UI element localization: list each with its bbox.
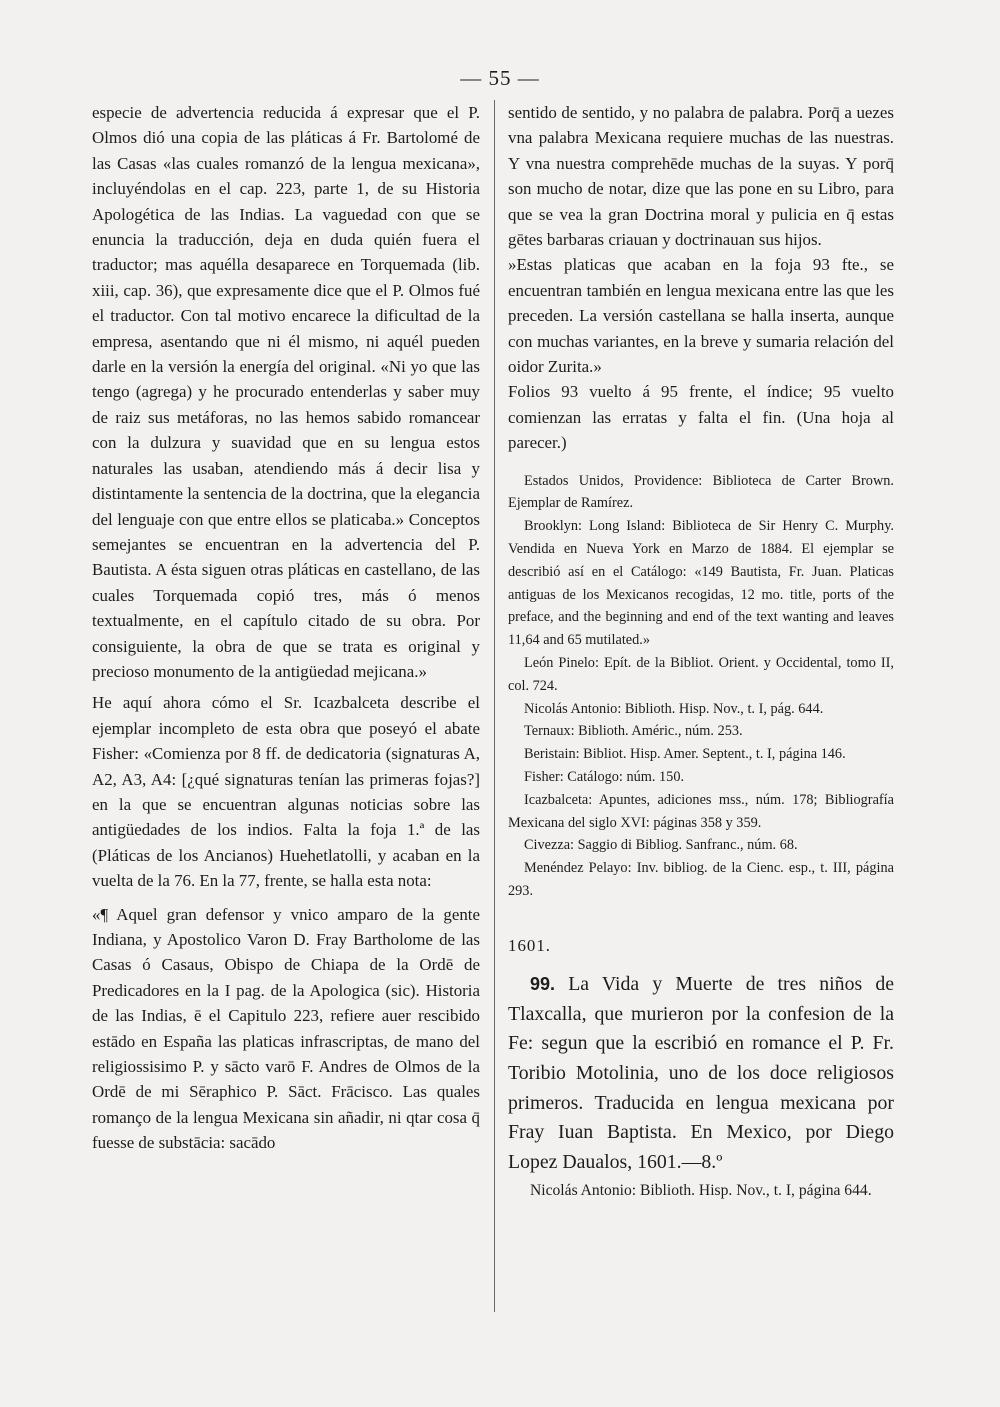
paragraph: especie de advertencia reducida á expresar que el P. Olmos dió una copia de las pláticas á Fr. Bartolomé de las Casas «las cuales romanzó de la lengua mexicana», incluyéndolas en el cap. 223, parte 1, de su Historia Apologética de las Indias. La vaguedad con que se enuncia la traducción, deja en duda quién fuera el traductor; mas aquélla desaparece en Torquemada (lib. xiii, cap. 36), que expresamente dice que el P. Olmos fué el traductor. Con tal motivo encarece la dificultad de la empresa, asentando que ni él mismo, ni aquél pueden darle en la versión la energía del original. «Ni yo que las tengo (agrega) y he procurado entenderlas y saber muy de raiz sus metáforas, no las hemos sabido romancear con la dulzura y suavidad que en su lengua estos naturales las usaban, atendiendo más á decir lisa y distintamente la sentencia de la doctrina, que la elegancia del lenguaje con que entre ellos se platicaba.» Conceptos semejantes se encuentran en la advertencia del P. Bautista. A ésta siguen otras pláticas en castellano, de las cuales Torquemada copió tres, más ó menos textualmente, en el capítulo citado de su obra. Por consiguiente, la obra de que se trata es original y precioso monumento de la antigüedad mejicana.»	[92, 103, 480, 681]
bibliography-entry: Beristain: Bibliot. Hisp. Amer. Septent., t. I, página 146.	[524, 746, 846, 763]
entry-note-text: Nicolás Antonio: Biblioth. Hisp. Nov., t. I, página 644.	[530, 1182, 872, 1200]
bibliography-list	[508, 470, 894, 903]
year-heading: 1601.	[508, 935, 552, 955]
quotation: «¶ Aquel gran defensor y vnico amparo de la gente Indiana, y Apostolico Varon D. Fray Bartholome de las Casas ó Casaus, Obispo de Chiapa de la Ordē de Predicadores en la I pag. de la Apologica (sic). Historia de las Indias, ē el Capitulo 223, refiere auer rescibido estādo en España las platicas infrascriptas, de mano del religiossisimo P. y sācto varō F. Andres de Olmos de la Ordē de mi Sēraphico P. Sāct. Frācisco. Las quales romanço de la lengua Mexicana sin añadir, ni qtar cosa q̄ fuesse de substācia: sacādo	[92, 904, 480, 1153]
left-column	[92, 100, 480, 1156]
column-divider	[494, 100, 495, 1312]
bibliography-entry: Ternaux: Biblioth. Améric., núm. 253.	[524, 723, 743, 740]
bibliography-entry: Icazbalceta: Apuntes, adiciones mss., núm. 178; Bibliografía Mexicana del siglo XVI: páginas 358 y 359.	[508, 791, 894, 831]
bibliography-entry: Nicolás Antonio: Biblioth. Hisp. Nov., t. I, pág. 644.	[524, 700, 824, 717]
paragraph: Folios 93 vuelto á 95 frente, el índice; 95 vuelto comienzan las erratas y falta el fin. (Una hoja al parecer.)	[508, 382, 894, 453]
bibliography-entry: Estados Unidos, Providence: Biblioteca de Carter Brown. Ejemplar de Ramírez.	[508, 472, 894, 512]
paragraph: »Estas platicas que acaban en la foja 93 fte., se encuentran también en lengua mexicana entre las que les preceden. La versión castellana se halla inserta, aunque con muchas variantes, en la breve y sumaria relación del oidor Zurita.»	[508, 255, 894, 377]
bibliography-entry: Fisher: Catálogo: núm. 150.	[524, 769, 685, 786]
entry-number: 99.	[530, 974, 556, 995]
entry-note	[508, 1179, 894, 1204]
page-number: — 55 —	[460, 66, 540, 90]
paragraph: He aquí ahora cómo el Sr. Icazbalceta describe el ejemplar incompleto de esta obra que poseyó el abate Fisher: «Comienza por 8 ff. de dedicatoria (signaturas A, A2, A3, A4: [¿qué signaturas tenían las primeras fojas?] en la que se encuentran algunas noticias sobre las antigüedades de los indios. Falta la foja 1.ª de las (Pláticas de los Ancianos) Huehetlatolli, y acaban en la vuelta de la 76. En la 77, frente, se halla esta nota:	[92, 693, 480, 891]
bibliography-entry: León Pinelo: Epít. de la Bibliot. Orient. y Occidental, tomo II, col. 724.	[508, 655, 894, 694]
catalog-entry	[508, 970, 894, 1177]
right-column	[508, 100, 894, 1204]
entry-title: La Vida y Muerte de tres niños de Tlaxcalla, que murieron por la confesion de la Fe: segun que la escribió en romance el P. Fr. Toribio Motolinia, uno de los doce religiosos primeros. Traducida en lengua mexicana por Fray Iuan Baptista. En Mexico, por Diego Lopez Daualos, 1601.—8.º	[508, 973, 894, 1173]
bibliography-entry: Brooklyn: Long Island: Biblioteca de Sir Henry C. Murphy. Vendida en Nueva York en Marzo de 1884. El ejemplar se describió así en el Catálogo: «149 Bautista, Fr. Juan. Platicas antiguas de los Mexicanos recogidas, 12 mo. title, ports of the preface, and the beginning and end of the text wanting and leaves 11,64 and 65 mutilated.»	[508, 518, 894, 649]
bibliography-entry: Civezza: Saggio di Bibliog. Sanfranc., núm. 68.	[524, 837, 798, 854]
paragraph: sentido de sentido, y no palabra de palabra. Porq̄ a uezes vna palabra Mexicana requiere muchas de las nuestras. Y vna nuestra comprehēde muchas de la suyas. Y porq̄ son mucho de notar, dize que las pone en su Libro, para que se vea la gran Doctrina moral y pulicia en q̄ estas gētes barbaras criauan y doctrinauan sus hijos.	[508, 103, 894, 250]
bibliography-entry: Menéndez Pelayo: Inv. bibliog. de la Cienc. esp., t. III, página 293.	[508, 860, 894, 900]
